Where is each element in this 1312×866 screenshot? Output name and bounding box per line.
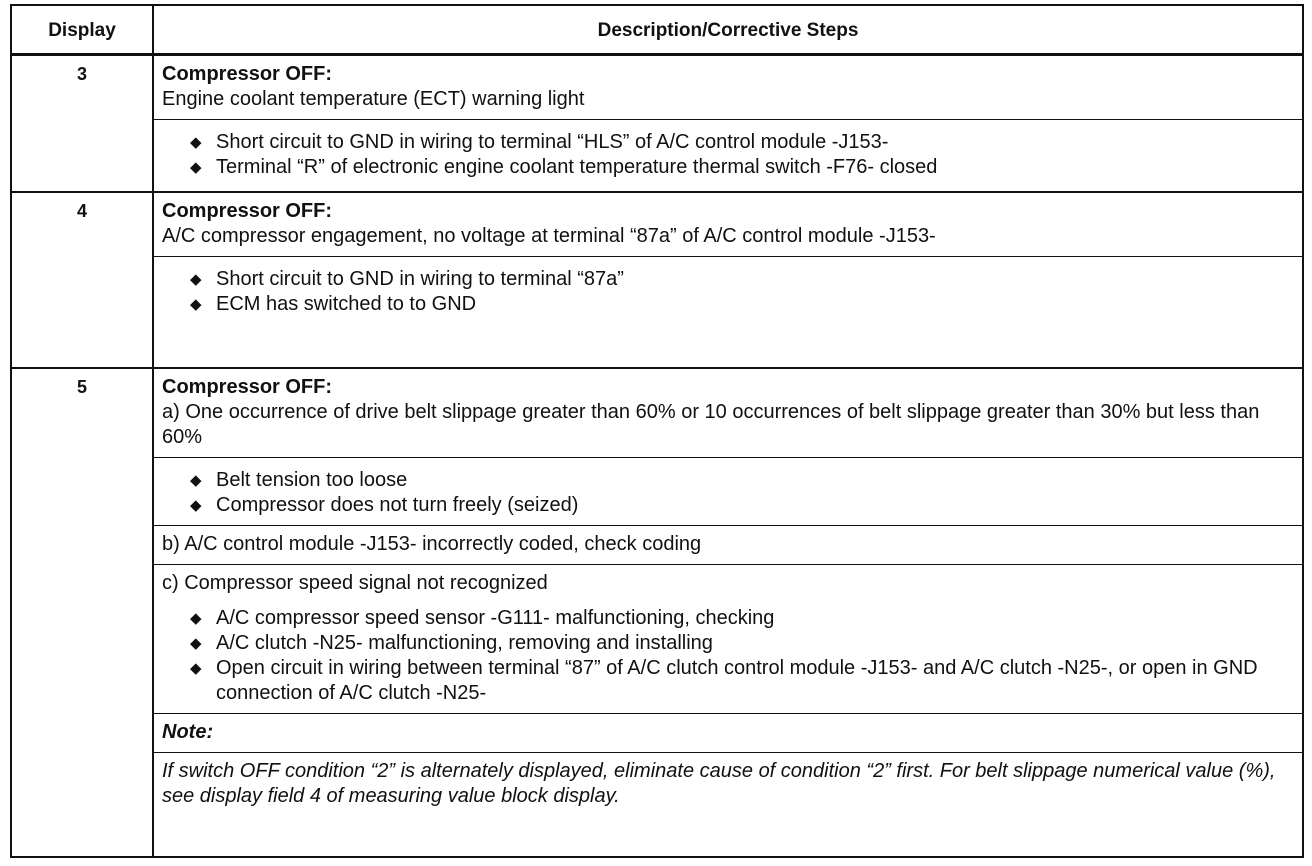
display-value: 3 bbox=[76, 64, 87, 84]
row-text: Engine coolant temperature (ECT) warning light bbox=[162, 88, 585, 110]
diamond-bullet-icon: ◆ bbox=[190, 610, 202, 627]
table-header-row bbox=[12, 6, 1302, 56]
display-value: 5 bbox=[76, 377, 87, 397]
list-item: ◆ A/C clutch -N25- malfunctioning, removing and installing bbox=[190, 632, 713, 654]
table-row-display-5 bbox=[12, 369, 1302, 856]
row-title: Compressor OFF: bbox=[162, 63, 333, 85]
row-text-a: a) One occurrence of drive belt slippage greater than 60% or 10 occurrences of belt slippage greater than 30% but less than 60% bbox=[162, 401, 1260, 448]
note-text: If switch OFF condition “2” is alternately displayed, eliminate cause of condition “2” first. For belt slippage numerical value (%), see display field 4 of measuring value block display. bbox=[162, 760, 1276, 807]
list-item: ◆ Short circuit to GND in wiring to terminal “87a” bbox=[190, 268, 624, 290]
note-label: Note: bbox=[162, 721, 214, 743]
description-column-header: Description/Corrective Steps bbox=[152, 6, 1302, 53]
table-row-display-4 bbox=[12, 193, 1302, 369]
row-text-c: c) Compressor speed signal not recognized bbox=[162, 572, 548, 594]
diamond-bullet-icon: ◆ bbox=[190, 134, 202, 151]
bullet-list bbox=[162, 130, 1294, 180]
row-text: A/C compressor engagement, no voltage at terminal “87a” of A/C control module -J153- bbox=[162, 225, 936, 247]
list-item: ◆ Terminal “R” of electronic engine coolant temperature thermal switch -F76- closed bbox=[190, 156, 938, 178]
list-item: ◆ ECM has switched to to GND bbox=[190, 293, 477, 315]
diamond-bullet-icon: ◆ bbox=[190, 271, 202, 288]
diamond-bullet-icon: ◆ bbox=[190, 660, 202, 677]
table-row-display-3 bbox=[12, 56, 1302, 193]
description-cell bbox=[152, 369, 1302, 856]
description-cell bbox=[152, 56, 1302, 191]
diamond-bullet-icon: ◆ bbox=[190, 497, 202, 514]
list-item: ◆ A/C compressor speed sensor -G111- malfunctioning, checking bbox=[190, 607, 775, 629]
bullet-list bbox=[162, 606, 1294, 706]
list-item: ◆ Open circuit in wiring between terminal “87” of A/C clutch control module -J153- and A/C clutch -N25-, or open in GND connection of A/C clutch -N25- bbox=[190, 657, 1258, 704]
diamond-bullet-icon: ◆ bbox=[190, 472, 202, 489]
display-column-header: Display bbox=[48, 20, 116, 41]
diamond-bullet-icon: ◆ bbox=[190, 296, 202, 313]
diamond-bullet-icon: ◆ bbox=[190, 635, 202, 652]
list-item: ◆ Short circuit to GND in wiring to terminal “HLS” of A/C control module -J153- bbox=[190, 131, 889, 153]
display-value: 4 bbox=[76, 201, 87, 221]
bullet-list bbox=[162, 267, 1294, 317]
diamond-bullet-icon: ◆ bbox=[190, 159, 202, 176]
list-item: ◆ Compressor does not turn freely (seized) bbox=[190, 494, 579, 516]
row-title: Compressor OFF: bbox=[162, 200, 333, 222]
row-title: Compressor OFF: bbox=[162, 376, 333, 398]
list-item: ◆ Belt tension too loose bbox=[190, 469, 408, 491]
diagnostic-table bbox=[10, 4, 1304, 858]
row-text-b: b) A/C control module -J153- incorrectly coded, check coding bbox=[162, 533, 702, 555]
bullet-list bbox=[162, 468, 1294, 518]
description-cell bbox=[152, 193, 1302, 367]
